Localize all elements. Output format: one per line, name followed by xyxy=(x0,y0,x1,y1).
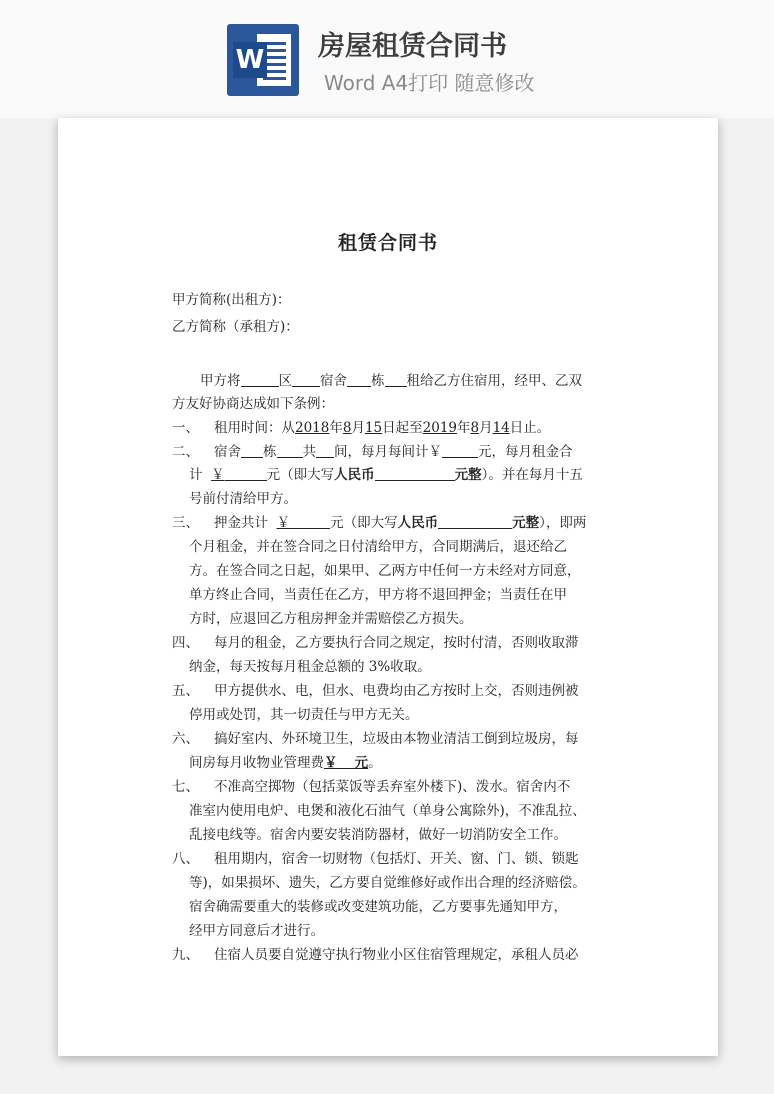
clause-3-line-2: 个月租金，并在签合同之日付清给甲方，合同期满后，退还给乙 xyxy=(189,539,567,555)
clause-7-line-2: 准室内使用电炉、电煲和液化石油气（单身公寓除外)，不准乱拉、 xyxy=(189,803,586,819)
intro-line-1: 甲方将 区 宿舍 栋 租给乙方住宿用，经甲、乙双 xyxy=(200,373,582,389)
clause-1-line-1: 租用时间：从2018年8月15日起至2019年8月14日止。 xyxy=(214,420,551,436)
clause-2-line-2: 计 ￥ 元（即大写人民币 元整）。并在每月十五 xyxy=(189,467,583,483)
clause-7-line-3: 乱接电线等。宿舍内要安装消防器材，做好一切消防安全工作。 xyxy=(189,827,567,843)
clause-8-number: 八、 xyxy=(172,851,199,867)
clause-7-line-1: 不准高空掷物（包括菜饭等丢弃室外楼下)、泼水。宿舍内不 xyxy=(214,779,571,795)
clause-3-line-3: 方。在签合同之日起，如果甲、乙两方中任何一方未经对方同意， xyxy=(189,563,581,579)
clause-5-line-2: 停用或处罚，其一切责任与甲方无关。 xyxy=(189,707,419,723)
contract-title: 租赁合同书 xyxy=(337,232,438,254)
header-subtitle: Word A4打印 随意修改 xyxy=(324,71,535,95)
clause-2-number: 二、 xyxy=(172,444,199,460)
party-b-label: 乙方简称（承租方)： xyxy=(172,319,299,335)
document-page: ​ 租赁合同书 甲方简称(出租方)： 乙方简称（承租方)： 甲方将 区 宿舍 栋 租给乙方住宿用，经甲、乙双 方友好协商达成如下条例： 一、 租用时间：从2018年8月15日起至2019年8月14日止。 二、 宿舍 栋 共 间，每月每间计￥ 元，每月租金合 计 ￥ 元（即大写人民币 元整）。并在每月十五 号前付清给甲方。 三、 押金共计 ￥ 元（即大写人民币 元整），即两 个月租金，并在签合同之日付清给甲方，合同期满后，退还给乙 方。在签合同之日起，如果甲、乙两方中任何一方未经对方同意， 单方终止合同，当责任在乙方，甲方将不退回押金；当责任在甲 方时，应退回乙方租房押金并需赔偿乙方损失。 四、 每月的租金，乙方要执行合同之规定，按时付清，否则收取滞 纳金，每天按每月租金总额的 3%收取。 五、 甲方提供水、电，但水、电费均由乙方按时上交，否则违例被 停用或处罚，其一切责任与甲方无关。 六、 搞好室内、外环境卫生，垃圾由本物业清洁工倒到垃圾房，每 间房每月收物业管理费￥ 元。 七、 不准高空掷物（包括菜饭等丢弃室外楼下)、泼水。宿舍内不 准室内使用电炉、电煲和液化石油气（单身公寓除外)，不准乱拉、 乱接电线等。宿舍内要安装消防器材，做好一切消防安全工作。 八、 租用期内，宿舍一切财物（包括灯、开关、窗、门、锁、锁匙 等)，如果损坏、遗失，乙方要自觉维修好或作出合理的经济赔偿。 宿舍确需要重大的装修或改变建筑功能，乙方要事先通知甲方， 经甲方同意后才进行。 九、 住宿人员要自觉遵守执行物业小区住宿管理规定，承租人员必 xyxy=(58,118,718,1056)
party-a-label: 甲方简称(出租方)： xyxy=(172,292,291,308)
header-title: 房屋租赁合同书 xyxy=(318,31,507,62)
word-doc-icon xyxy=(227,24,299,96)
clause-3-number: 三、 xyxy=(172,515,199,531)
clause-8-line-2: 等)，如果损坏、遗失，乙方要自觉维修好或作出合理的经济赔偿。 xyxy=(189,875,586,891)
clause-8-line-1: 租用期内，宿舍一切财物（包括灯、开关、窗、门、锁、锁匙 xyxy=(214,851,579,867)
clause-8-line-4: 经甲方同意后才进行。 xyxy=(189,923,324,939)
clause-5-number: 五、 xyxy=(172,683,199,699)
page-header xyxy=(0,0,774,118)
clause-3-line-4: 单方终止合同，当责任在乙方，甲方将不退回押金；当责任在甲 xyxy=(189,587,567,603)
clause-5-line-1: 甲方提供水、电，但水、电费均由乙方按时上交，否则违例被 xyxy=(214,683,579,699)
clause-6-line-2: 间房每月收物业管理费￥ 元。 xyxy=(189,755,382,771)
intro-line-2: 方友好协商达成如下条例： xyxy=(172,396,334,412)
word-icon-letter: W xyxy=(233,42,267,78)
clause-8-line-3: 宿舍确需要重大的装修或改变建筑功能，乙方要事先通知甲方， xyxy=(189,899,567,915)
clause-4-number: 四、 xyxy=(172,635,199,651)
clause-9-line-1: 住宿人员要自觉遵守执行物业小区住宿管理规定，承租人员必 xyxy=(214,947,579,963)
clause-4-line-1: 每月的租金，乙方要执行合同之规定，按时付清，否则收取滞 xyxy=(214,635,579,651)
clause-2-line-3: 号前付清给甲方。 xyxy=(189,491,297,507)
clause-4-line-2: 纳金，每天按每月租金总额的 3%收取。 xyxy=(189,659,431,675)
clause-6-line-1: 搞好室内、外环境卫生，垃圾由本物业清洁工倒到垃圾房，每 xyxy=(214,731,579,747)
clause-1-number: 一、 xyxy=(172,420,199,436)
clause-6-number: 六、 xyxy=(172,731,199,747)
clause-3-line-1: 押金共计 ￥ 元（即大写人民币 元整），即两 xyxy=(214,515,587,531)
clause-2-line-1: 宿舍 栋 共 间，每月每间计￥ 元，每月租金合 xyxy=(214,444,573,460)
clause-3-line-5: 方时，应退回乙方租房押金并需赔偿乙方损失。 xyxy=(189,611,473,627)
clause-7-number: 七、 xyxy=(172,779,199,795)
clause-9-number: 九、 xyxy=(172,947,199,963)
